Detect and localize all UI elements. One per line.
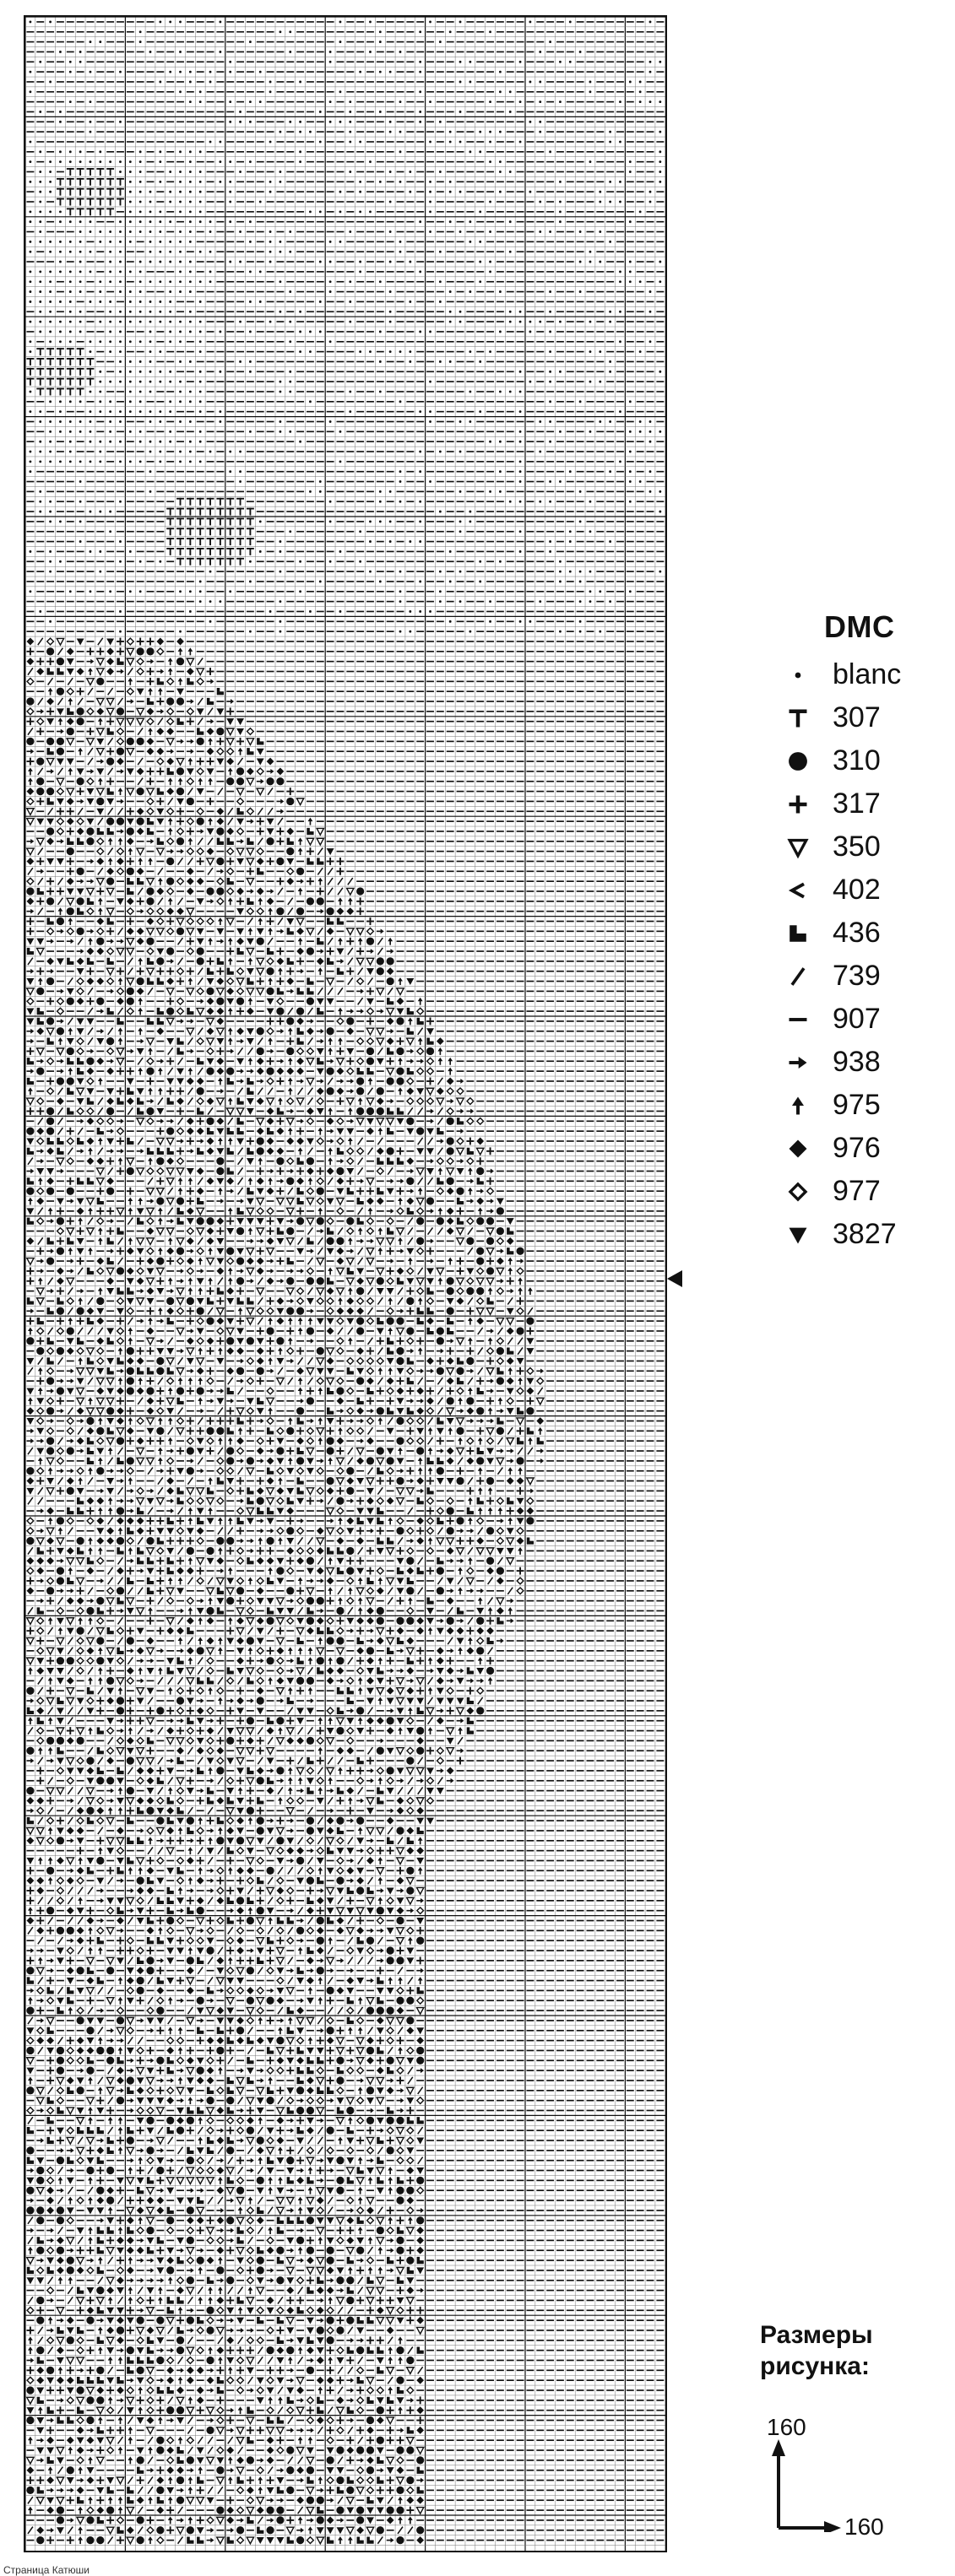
legend-item	[768, 825, 946, 869]
center-marker-arrow-icon	[667, 1270, 682, 1287]
filled-triangle-down-icon	[786, 1223, 810, 1247]
arrow-right-icon	[786, 1051, 810, 1074]
filled-circle-icon	[786, 750, 810, 773]
legend-code: 307	[833, 701, 881, 734]
size-height-label: 160	[767, 2414, 806, 2441]
l-block-icon	[786, 922, 810, 945]
legend-item	[768, 696, 946, 739]
slash-icon	[786, 965, 810, 988]
legend-code: 317	[833, 787, 881, 820]
cross-stitch-chart	[24, 15, 667, 2552]
size-title-line2: рисунка:	[760, 2351, 946, 2382]
legend-item	[768, 1213, 946, 1256]
legend-item	[768, 1084, 946, 1127]
legend-code: blanc	[833, 658, 901, 691]
plus-icon	[786, 793, 810, 816]
credit-text: Страница Катюши	[3, 2564, 90, 2576]
size-title	[760, 2319, 946, 2382]
legend-code: 402	[833, 874, 881, 906]
legend-item	[768, 1170, 946, 1213]
legend-code: 977	[833, 1175, 881, 1208]
legend-code: 3827	[833, 1218, 897, 1251]
open-diamond-icon	[786, 1180, 810, 1204]
legend-item	[768, 782, 946, 825]
color-legend	[768, 609, 946, 1256]
T-icon	[786, 706, 810, 730]
dash-icon	[786, 1008, 810, 1031]
size-title-line1: Размеры	[760, 2319, 946, 2351]
chart-grid	[25, 17, 665, 2551]
open-triangle-down-icon	[786, 836, 810, 859]
less-than-icon	[786, 879, 810, 902]
legend-code: 976	[833, 1132, 881, 1165]
legend-item	[768, 912, 946, 955]
legend-item	[768, 955, 946, 998]
legend-code: 739	[833, 960, 881, 993]
size-width-label: 160	[844, 2514, 884, 2541]
legend-item	[768, 739, 946, 782]
dot-icon	[786, 663, 810, 687]
legend-item	[768, 869, 946, 912]
pattern-size-block	[760, 2319, 946, 2382]
legend-code: 938	[833, 1046, 881, 1079]
legend-code: 436	[833, 917, 881, 950]
legend-list	[768, 653, 946, 1256]
legend-code: 310	[833, 744, 881, 777]
legend-code: 350	[833, 831, 881, 863]
legend-item	[768, 653, 946, 696]
arrow-up-icon	[786, 1094, 810, 1118]
filled-diamond-icon	[786, 1137, 810, 1161]
legend-code: 907	[833, 1003, 881, 1036]
legend-code: 975	[833, 1089, 881, 1122]
legend-item	[768, 1127, 946, 1170]
size-axes-diagram	[760, 2414, 929, 2532]
legend-item	[768, 998, 946, 1041]
legend-title: DMC	[824, 609, 946, 645]
legend-item	[768, 1041, 946, 1084]
